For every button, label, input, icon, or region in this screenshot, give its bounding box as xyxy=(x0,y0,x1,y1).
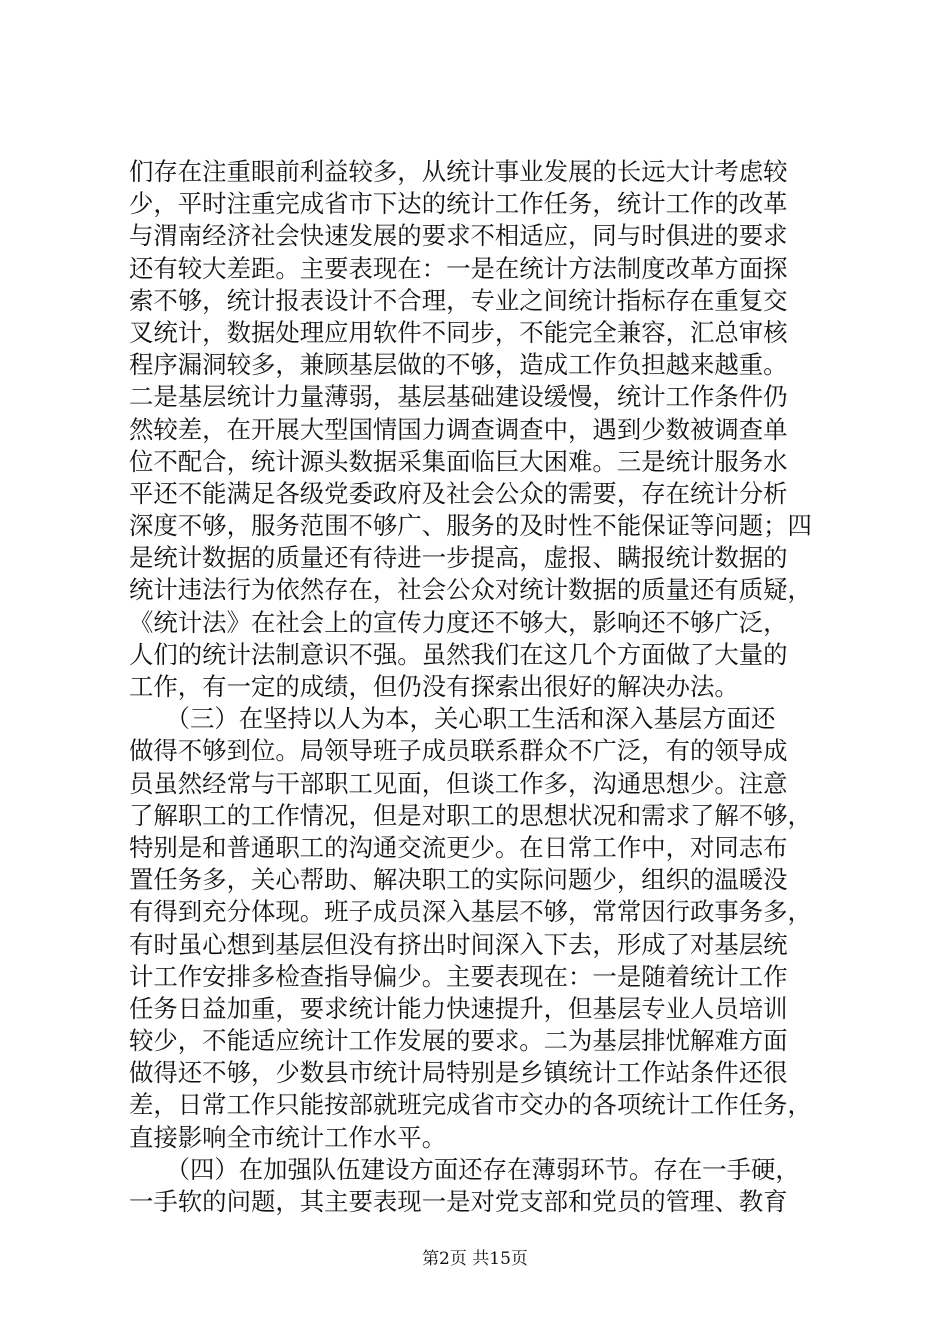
text-line: 差，日常工作只能按部就班完成省市交办的各项统计工作任务， xyxy=(129,1090,812,1120)
text-line: 任务日益加重，要求统计能力快速提升，但基层专业人员培训 xyxy=(129,993,788,1023)
text-line: 程序漏洞较多，兼顾基层做的不够，造成工作负担越来越重。 xyxy=(129,350,788,380)
text-line: 直接影响全市统计工作水平。 xyxy=(129,1122,447,1152)
text-line: （四）在加强队伍建设方面还存在薄弱环节。存在一手硬， xyxy=(129,1154,800,1184)
text-line: 位不配合，统计源头数据采集面临巨大困难。三是统计服务水 xyxy=(129,446,788,476)
text-line: 有时虽心想到基层但没有挤出时间深入下去，形成了对基层统 xyxy=(129,929,788,959)
text-line: 是统计数据的质量还有待进一步提高，虚报、瞒报统计数据的 xyxy=(129,543,788,573)
text-line: 有得到充分体现。班子成员深入基层不够，常常因行政事务多， xyxy=(129,897,812,927)
text-line: 索不够，统计报表设计不合理，专业之间统计指标存在重复交 xyxy=(129,285,788,315)
page-number-footer: 第2页 共15页 xyxy=(422,1249,528,1269)
text-line: 做得不够到位。局领导班子成员联系群众不广泛，有的领导成 xyxy=(129,736,788,766)
text-line: 置任务多，关心帮助、解决职工的实际问题少，组织的温暖没 xyxy=(129,865,788,895)
text-line: 二是基层统计力量薄弱，基层基础建设缓慢，统计工作条件仍 xyxy=(129,382,788,412)
text-line: 与渭南经济社会快速发展的要求不相适应，同与时俱进的要求 xyxy=(129,221,788,251)
text-line: 们存在注重眼前利益较多，从统计事业发展的长远大计考虑较 xyxy=(129,157,788,186)
body-text xyxy=(129,156,829,1218)
text-line: 特别是和普通职工的沟通交流更少。在日常工作中，对同志布 xyxy=(129,832,788,862)
text-line: 《统计法》在社会上的宣传力度还不够大，影响还不够广泛， xyxy=(129,607,788,637)
text-line: 人们的统计法制意识不强。虽然我们在这几个方面做了大量的 xyxy=(129,639,788,669)
text-line: 员虽然经常与干部职工见面，但谈工作多，沟通思想少。注意 xyxy=(129,768,788,798)
text-line: 深度不够，服务范围不够广、服务的及时性不能保证等问题；四 xyxy=(129,511,812,541)
text-line: 做得还不够，少数县市统计局特别是乡镇统计工作站条件还很 xyxy=(129,1058,788,1088)
text-line: 计工作安排多检查指导偏少。主要表现在：一是随着统计工作 xyxy=(129,961,788,991)
text-line: 较少，不能适应统计工作发展的要求。二为基层排忧解难方面 xyxy=(129,1026,788,1056)
text-line: 然较差，在开展大型国情国力调查调查中，遇到少数被调查单 xyxy=(129,414,788,444)
text-line: 还有较大差距。主要表现在：一是在统计方法制度改革方面探 xyxy=(129,253,788,283)
text-line: 了解职工的工作情况，但是对职工的思想状况和需求了解不够， xyxy=(129,800,812,830)
text-line: 统计违法行为依然存在，社会公众对统计数据的质量还有质疑， xyxy=(129,575,812,605)
text-line: 少，平时注重完成省市下达的统计工作任务，统计工作的改革 xyxy=(129,189,788,219)
text-line: 工作，有一定的成绩，但仍没有探索出很好的解决办法。 xyxy=(129,672,739,701)
text-line: 平还不能满足各级党委政府及社会公众的需要，存在统计分析 xyxy=(129,478,788,508)
text-line: 叉统计，数据处理应用软件不同步，不能完全兼容，汇总审核 xyxy=(129,317,788,347)
text-line: （三）在坚持以人为本，关心职工生活和深入基层方面还 xyxy=(129,704,776,734)
text-line: 一手软的问题，其主要表现一是对党支部和党员的管理、教育 xyxy=(129,1187,788,1216)
